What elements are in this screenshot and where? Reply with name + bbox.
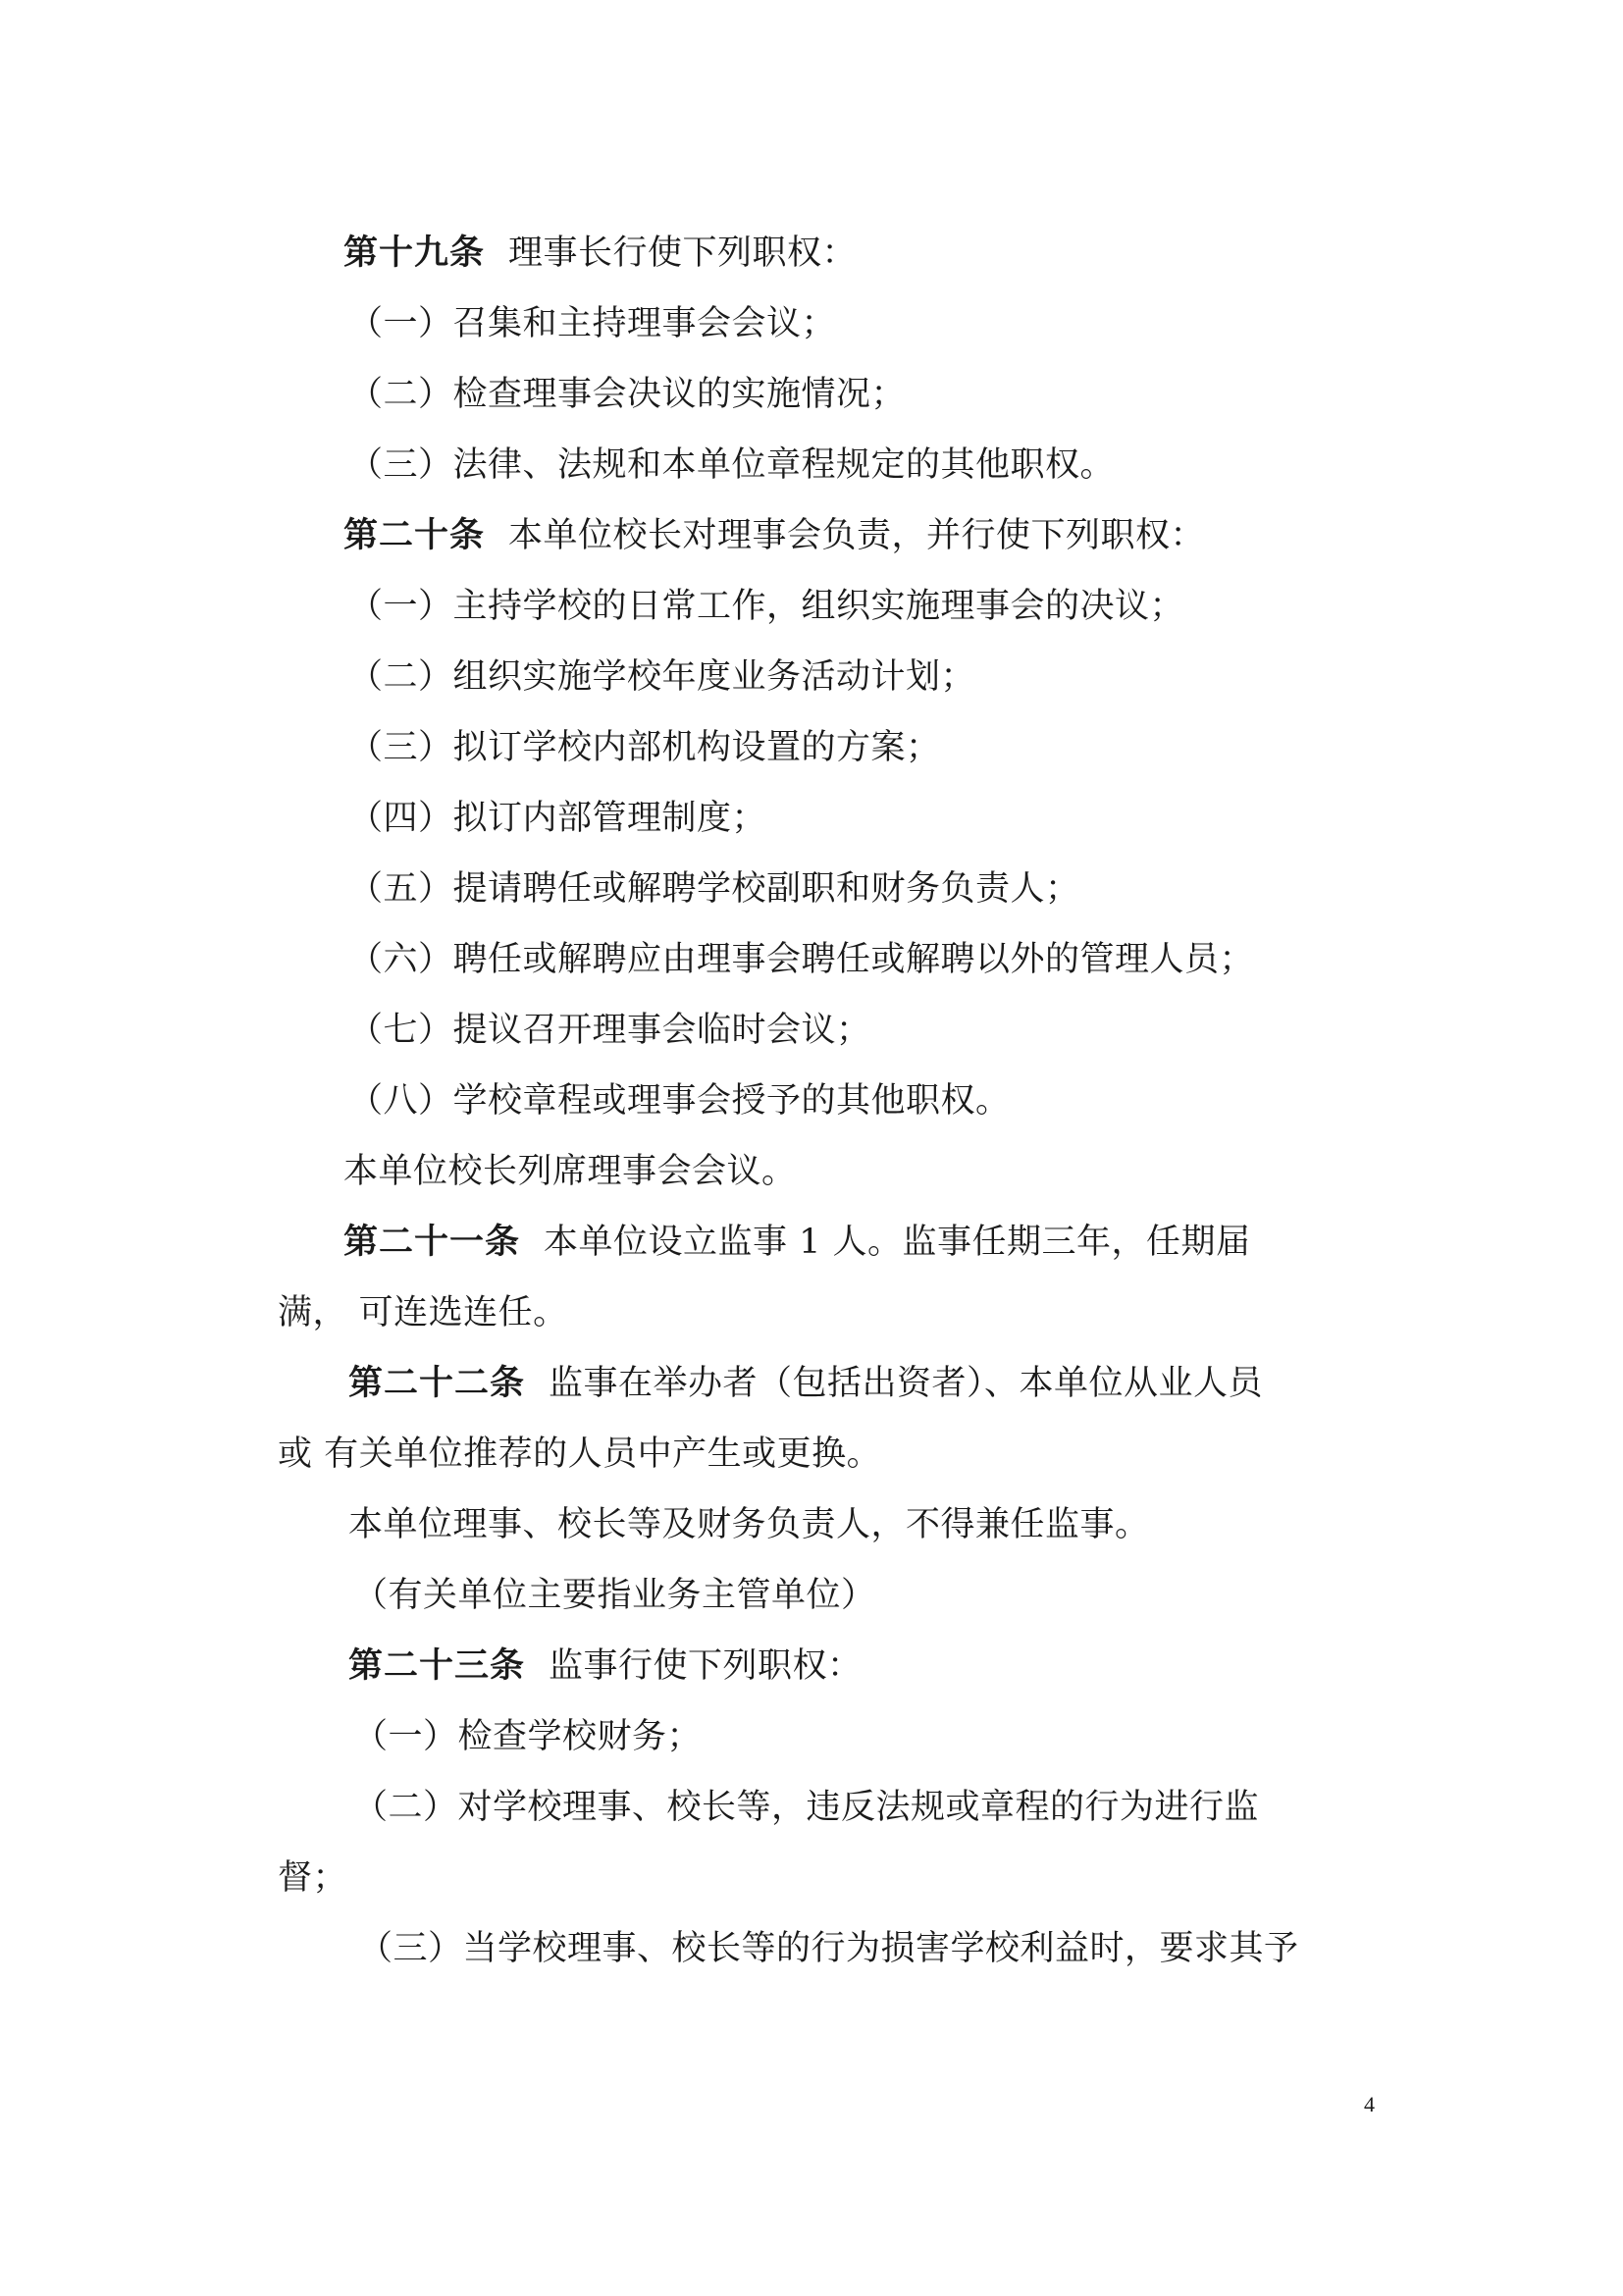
- article-23-item-2: （二）对学校理事、校长等，违反法规或章程的行为进行监: [353, 1788, 1260, 1827]
- article-22-text: 监事在举办者（包括出资者）、本单位从业人员: [549, 1364, 1264, 1403]
- article-20-item-6: （六）聘任或解聘应由理事会聘任或解聘以外的管理人员；: [348, 940, 1255, 979]
- article-23-heading-line: [348, 1644, 863, 1688]
- article-20-text: 本单位校长对理事会负责，并行使下列职权：: [508, 516, 1206, 555]
- article-20-heading-line: [343, 514, 1205, 557]
- article-20-item-8: （八）学校章程或理事会授予的其他职权。: [348, 1081, 1011, 1121]
- article-22-note: （有关单位主要指业务主管单位）: [353, 1576, 876, 1615]
- article-21-label: 第二十一条: [343, 1223, 521, 1262]
- article-23-item-3: （三）当学校理事、校长等的行为损害学校利益时，要求其予: [358, 1929, 1299, 1968]
- article-20-item-4: （四）拟订内部管理制度；: [348, 799, 767, 838]
- article-19-item-2: （二）检查理事会决议的实施情况；: [348, 375, 907, 414]
- article-22-heading-line: [348, 1362, 1263, 1405]
- article-20-item-5: （五）提请聘任或解聘学校副职和财务负责人；: [348, 869, 1080, 909]
- article-23-text: 监事行使下列职权：: [549, 1646, 863, 1686]
- article-20-item-7: （七）提议召开理事会临时会议；: [348, 1011, 871, 1050]
- article-19-heading-line: [343, 232, 857, 275]
- article-21-text: 本单位设立监事 1 人。监事任期三年，任期届: [544, 1223, 1251, 1262]
- article-20-item-2: （二）组织实施学校年度业务活动计划；: [348, 657, 976, 697]
- article-19-item-3: （三）法律、法规和本单位章程规定的其他职权。: [348, 445, 1116, 485]
- article-23-label: 第二十三条: [348, 1646, 526, 1686]
- article-23-item-2-continuation: 督；: [278, 1858, 348, 1898]
- article-20-item-1: （一）主持学校的日常工作，组织实施理事会的决议；: [348, 587, 1185, 626]
- article-20-label: 第二十条: [343, 516, 486, 555]
- article-19-text: 理事长行使下列职权：: [508, 234, 858, 273]
- article-20-note: 本单位校长列席理事会会议。: [343, 1152, 797, 1191]
- article-22-label: 第二十二条: [348, 1364, 526, 1403]
- article-22-rule: 本单位理事、校长等及财务负责人，不得兼任监事。: [348, 1505, 1150, 1544]
- page-number: 4: [1364, 2092, 1375, 2116]
- article-22-continuation: 或 有关单位推荐的人员中产生或更换。: [278, 1435, 882, 1474]
- article-20-item-3: （三）拟订学校内部机构设置的方案；: [348, 728, 941, 767]
- article-19-item-1: （一）召集和主持理事会会议；: [348, 304, 837, 343]
- article-21-continuation: 满， 可连选连任。: [278, 1293, 568, 1332]
- article-23-item-1: （一）检查学校财务；: [353, 1717, 703, 1756]
- article-21-heading-line: [343, 1221, 1251, 1264]
- article-19-label: 第十九条: [343, 234, 486, 273]
